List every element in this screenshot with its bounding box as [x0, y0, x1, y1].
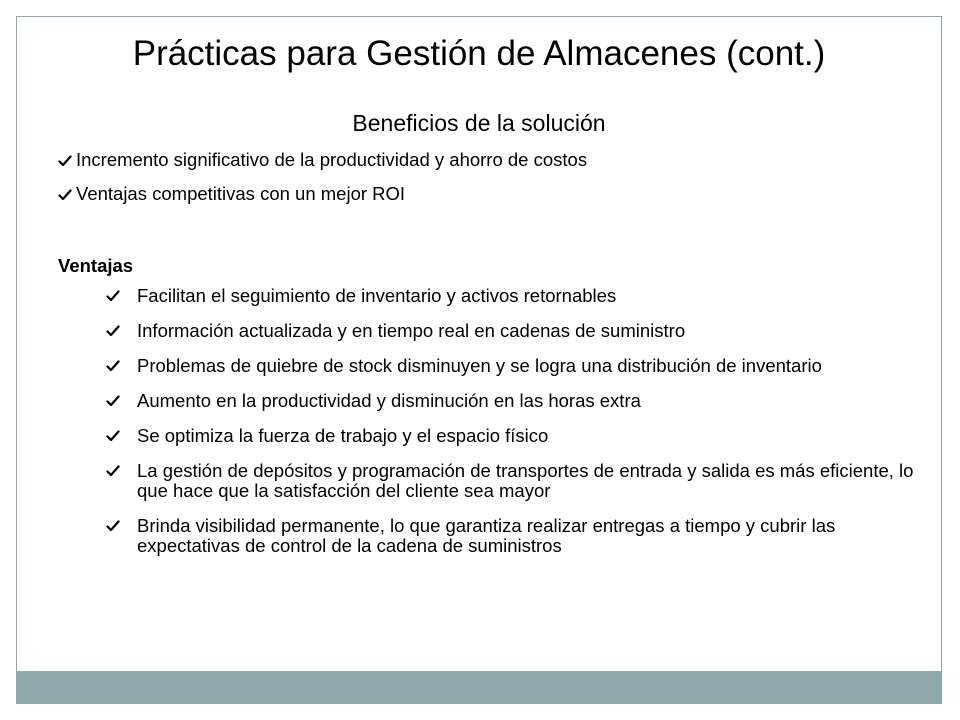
benefits-list [58, 148, 928, 216]
checkmark-icon [58, 188, 72, 202]
checkmark-icon [106, 519, 120, 533]
list-item [106, 516, 926, 556]
checkmark-icon [106, 464, 120, 478]
advantage-text: La gestión de depósitos y programación de transportes de entrada y salida es más eficiente, lo que hace que la satisfacción del cliente sea mayor [137, 460, 914, 501]
advantage-text: Aumento en la productividad y disminución en las horas extra [137, 390, 641, 411]
list-item [58, 148, 928, 182]
checkmark-icon [106, 324, 120, 338]
list-item [106, 321, 926, 341]
advantages-list [106, 286, 926, 571]
footer-band [16, 671, 942, 704]
advantage-text: Brinda visibilidad permanente, lo que garantiza realizar entregas a tiempo y cubrir las expectativas de control de la cadena de suministros [137, 515, 836, 556]
list-item [58, 182, 928, 216]
slide-title: Prácticas para Gestión de Almacenes (cont.) [132, 34, 826, 73]
list-item [106, 426, 926, 446]
benefit-text: Ventajas competitivas con un mejor ROI [76, 183, 406, 204]
advantage-text: Se optimiza la fuerza de trabajo y el espacio físico [137, 425, 549, 446]
benefit-text: Incremento significativo de la productividad y ahorro de costos [76, 149, 588, 170]
slide-subtitle: Beneficios de la solución [352, 110, 606, 136]
advantage-text: Información actualizada y en tiempo real en cadenas de suministro [137, 320, 686, 341]
advantage-text: Problemas de quiebre de stock disminuyen y se logra una distribución de inventario [137, 355, 822, 376]
checkmark-icon [106, 289, 120, 303]
advantage-text: Facilitan el seguimiento de inventario y activos retornables [137, 285, 617, 306]
checkmark-icon [106, 429, 120, 443]
list-item [106, 391, 926, 411]
advantages-heading: Ventajas [58, 255, 134, 276]
checkmark-icon [106, 359, 120, 373]
list-item [106, 286, 926, 306]
list-item [106, 461, 926, 501]
checkmark-icon [106, 394, 120, 408]
checkmark-icon [58, 154, 72, 168]
list-item [106, 356, 926, 376]
